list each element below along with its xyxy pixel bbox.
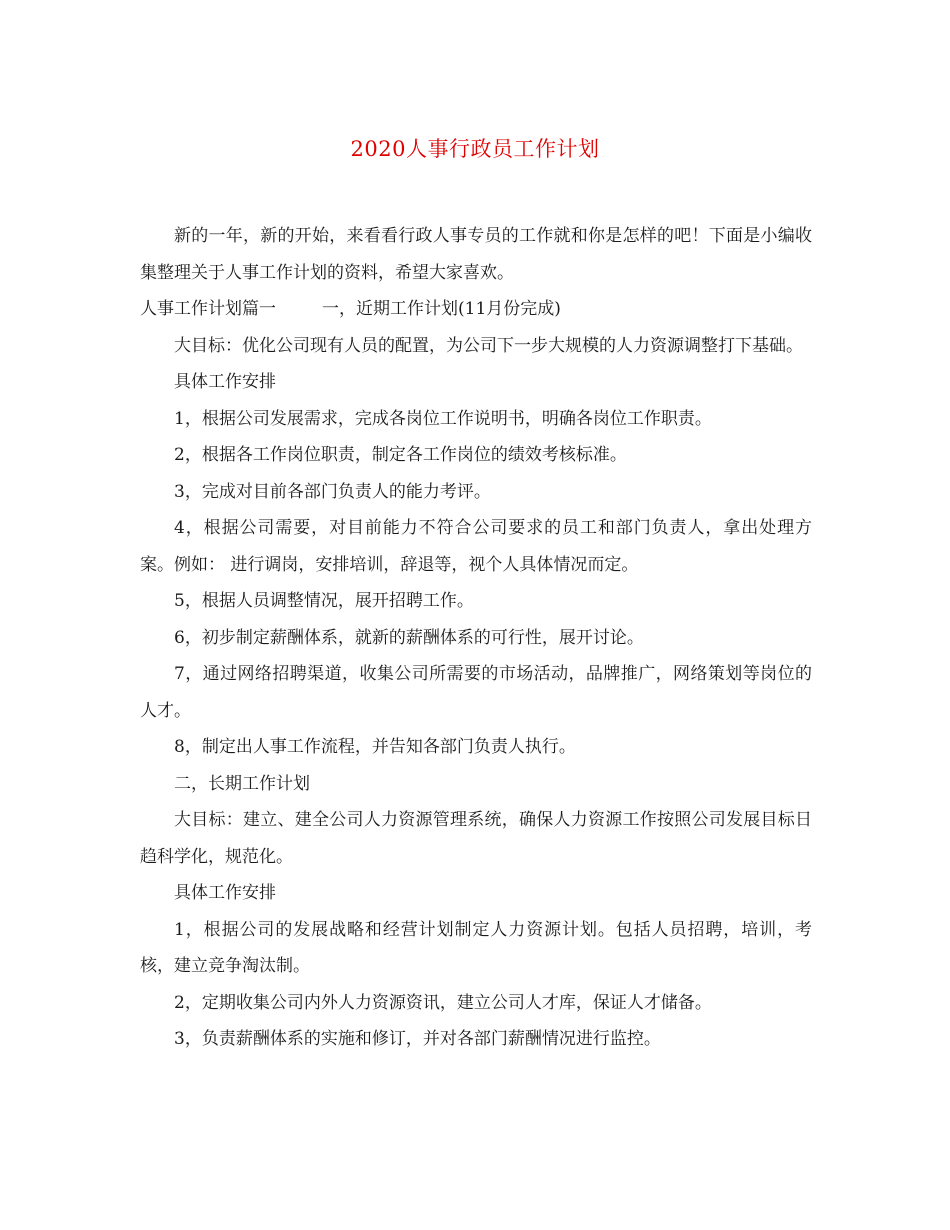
paragraph-arrangement-heading: 具体工作安排: [174, 883, 276, 903]
section-subheading: 一，近期工作计划(11月份完成): [322, 299, 561, 319]
paragraph-section-heading: [140, 291, 812, 328]
list-item: 7，通过网络招聘渠道，收集公司所需要的市场活动，品牌推广，网络策划等岗位的人才。: [140, 664, 812, 721]
list-item: 2，根据各工作岗位职责，制定各工作岗位的绩效考核标准。: [174, 445, 627, 465]
document-title: 2020人事行政员工作计划: [350, 137, 600, 161]
paragraph-goal-short-term: 大目标：优化公司现有人员的配置，为公司下一步大规模的人力资源调整打下基础。: [174, 335, 803, 356]
list-item: 8，制定出人事工作流程，并告知各部门负责人执行。: [174, 737, 576, 757]
list-item: 2，定期收集公司内外人力资源资讯，建立公司人才库，保证人才储备。: [174, 992, 712, 1013]
document-body: [140, 218, 812, 1058]
paragraph-long-term-heading: 二，长期工作计划: [174, 773, 310, 794]
paragraph-arrangement-heading: 具体工作安排: [174, 372, 276, 392]
list-item: 5，根据人员调整情况，展开招聘工作。: [174, 591, 474, 611]
list-item: 4，根据公司需要，对目前能力不符合公司要求的员工和部门负责人，拿出处理方案。例如： 进行调岗，安排培训，辞退等，视个人具体情况而定。: [140, 518, 812, 575]
list-item: 1，根据公司发展需求，完成各岗位工作说明书，明确各岗位工作职责。: [174, 408, 712, 429]
paragraph-goal-long-term: 大目标：建立、建全公司人力资源管理系统，确保人力资源工作按照公司发展目标日趋科学化，规范化。: [140, 810, 812, 867]
section-label: 人事工作计划篇一: [140, 299, 276, 319]
list-item: 1，根据公司的发展战略和经营计划制定人力资源计划。包括人员招聘，培训，考核，建立竞争淘汰制。: [140, 919, 812, 976]
paragraph-intro: 新的一年，新的开始，来看看行政人事专员的工作就和你是怎样的吧！下面是小编收集整理关于人事工作计划的资料，希望大家喜欢。: [140, 226, 812, 283]
list-item: 6，初步制定薪酬体系，就新的薪酬体系的可行性，展开讨论。: [174, 627, 644, 648]
list-item: 3，完成对目前各部门负责人的能力考评。: [174, 481, 491, 502]
list-item: 3，负责薪酬体系的实施和修订，并对各部门薪酬情况进行监控。: [174, 1029, 661, 1049]
